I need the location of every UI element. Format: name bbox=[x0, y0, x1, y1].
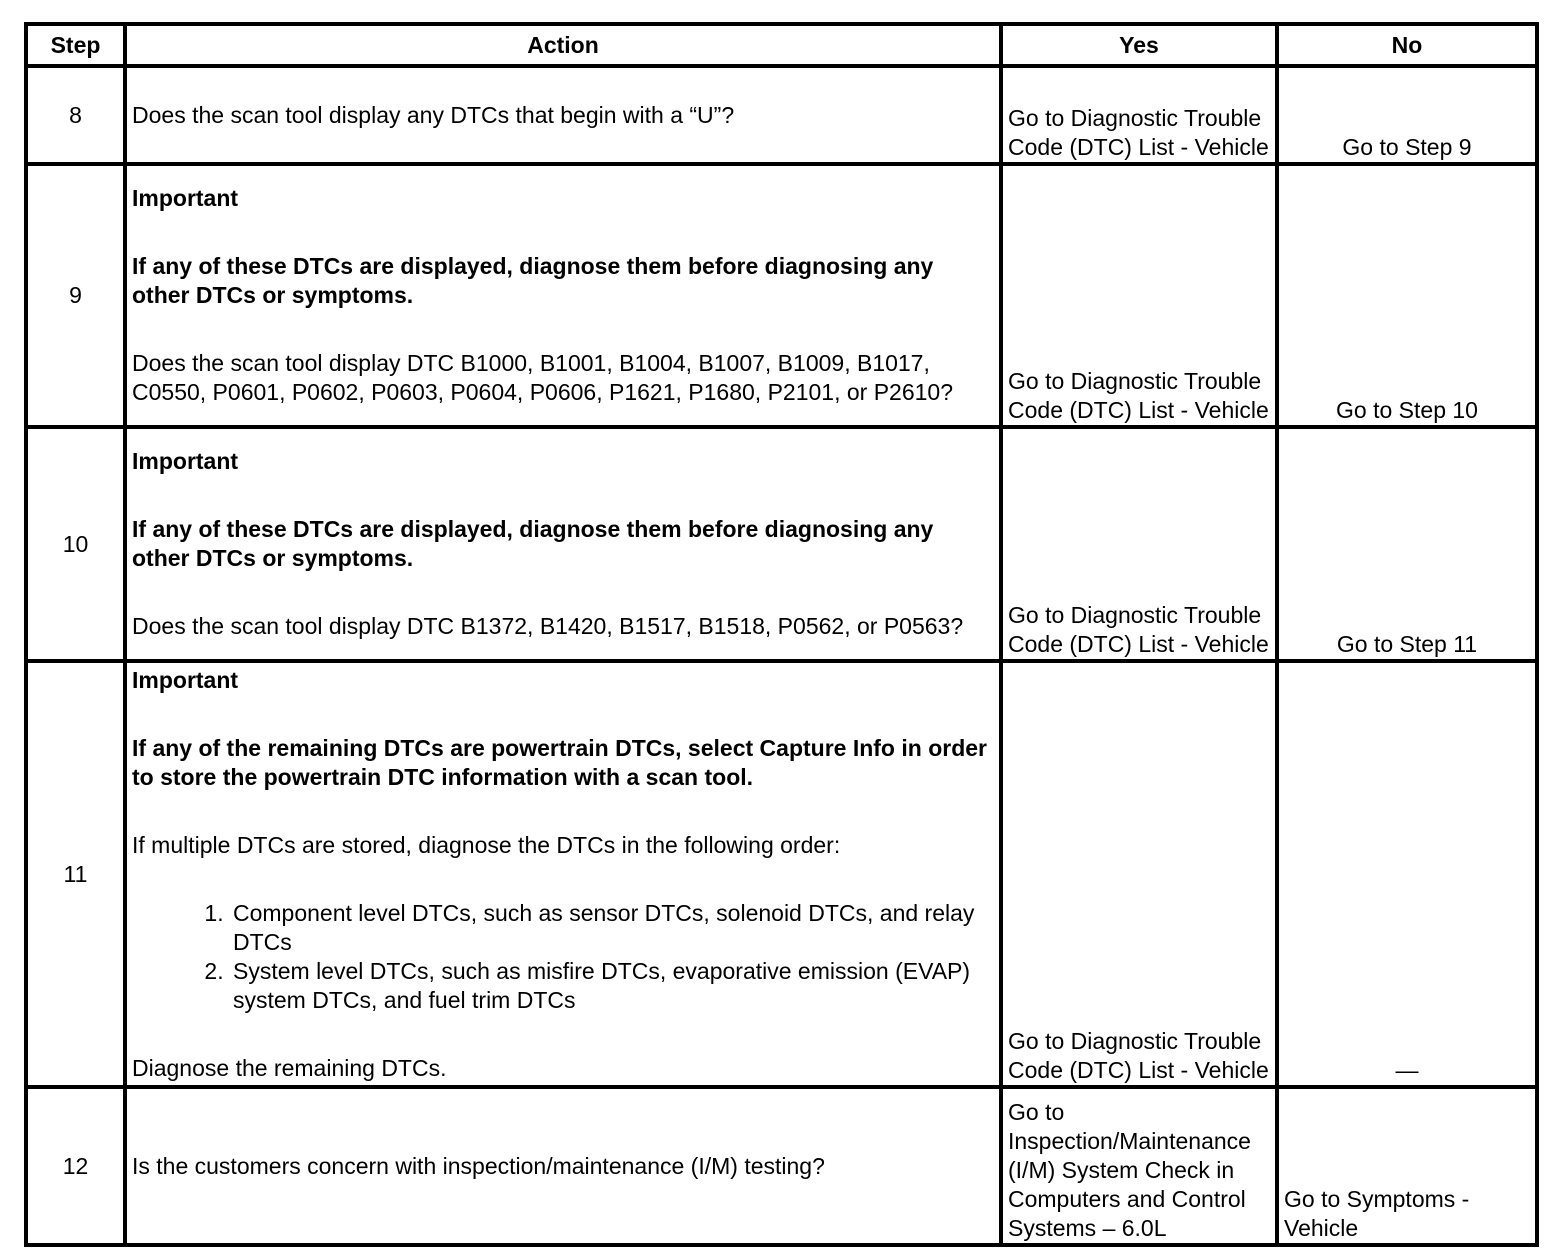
table-row bbox=[26, 164, 1537, 427]
important-note: If any of these DTCs are displayed, diagnose them before diagnosing any other DTCs or symptoms. bbox=[132, 253, 934, 308]
important-note: If any of the remaining DTCs are powertrain DTCs, select Capture Info in order to store the powertrain DTC information with a scan tool. bbox=[132, 734, 987, 790]
action-cell bbox=[125, 164, 1001, 427]
header-step: Step bbox=[26, 24, 125, 66]
diagnostic-table bbox=[24, 22, 1539, 1247]
action-cell bbox=[125, 66, 1001, 164]
header-yes: Yes bbox=[1001, 24, 1277, 66]
step-number: 10 bbox=[26, 427, 125, 661]
table-row bbox=[26, 427, 1537, 661]
action-cell bbox=[125, 661, 1001, 1087]
list-item: 1. Component level DTCs, such as sensor DTCs, solenoid DTCs, and relay DTCs bbox=[230, 899, 994, 957]
important-label: Important bbox=[132, 185, 239, 211]
no-action-link[interactable]: Go to Symptoms - Vehicle bbox=[1277, 1087, 1537, 1245]
no-action-dash: — bbox=[1277, 661, 1537, 1087]
header-no: No bbox=[1277, 24, 1537, 66]
yes-action-link[interactable]: Go to Diagnostic Trouble Code (DTC) List - Vehicle bbox=[1001, 427, 1277, 661]
action-cell bbox=[125, 427, 1001, 661]
yes-action-link[interactable]: Go to Diagnostic Trouble Code (DTC) List - Vehicle bbox=[1001, 164, 1277, 427]
action-question: Is the customers concern with inspection/maintenance (I/M) testing? bbox=[132, 1152, 825, 1179]
action-cell bbox=[125, 1087, 1001, 1245]
important-note: If any of these DTCs are displayed, diagnose them before diagnosing any other DTCs or symptoms. bbox=[132, 516, 934, 571]
yes-action-link[interactable]: Go to Inspection/Maintenance (I/M) System Check in Computers and Control Systems – 6.0L bbox=[1001, 1087, 1277, 1245]
no-action-link[interactable]: Go to Step 9 bbox=[1277, 66, 1537, 164]
action-question: Does the scan tool display DTC B1372, B1420, B1517, B1518, P0562, or P0563? bbox=[132, 613, 964, 639]
table-row bbox=[26, 1087, 1537, 1245]
action-question: Diagnose the remaining DTCs. bbox=[132, 1054, 447, 1081]
table-row bbox=[26, 66, 1537, 164]
action-question: Does the scan tool display any DTCs that begin with a “U”? bbox=[132, 101, 735, 128]
no-action-link[interactable]: Go to Step 10 bbox=[1277, 164, 1537, 427]
action-question: Does the scan tool display DTC B1000, B1001, B1004, B1007, B1009, B1017, C0550, P0601, P0602, P0603, P0604, P0606, P1621, P1680, P2101, or P2610? bbox=[132, 350, 953, 405]
dtc-order-list bbox=[132, 899, 994, 1015]
step-number: 8 bbox=[26, 66, 125, 164]
dtc-order-intro: If multiple DTCs are stored, diagnose the DTCs in the following order: bbox=[132, 831, 841, 858]
step-number: 11 bbox=[26, 661, 125, 1087]
important-label: Important bbox=[132, 666, 239, 693]
important-label: Important bbox=[132, 448, 239, 474]
step-number: 12 bbox=[26, 1087, 125, 1245]
step-number: 9 bbox=[26, 164, 125, 427]
yes-action-link[interactable]: Go to Diagnostic Trouble Code (DTC) List - Vehicle bbox=[1001, 661, 1277, 1087]
no-action-link[interactable]: Go to Step 11 bbox=[1277, 427, 1537, 661]
yes-action-link[interactable]: Go to Diagnostic Trouble Code (DTC) List - Vehicle bbox=[1001, 66, 1277, 164]
table-header-row bbox=[26, 24, 1537, 66]
header-action: Action bbox=[125, 24, 1001, 66]
list-item: 2. System level DTCs, such as misfire DTCs, evaporative emission (EVAP) system DTCs, and fuel trim DTCs bbox=[230, 957, 994, 1015]
table-row bbox=[26, 661, 1537, 1087]
